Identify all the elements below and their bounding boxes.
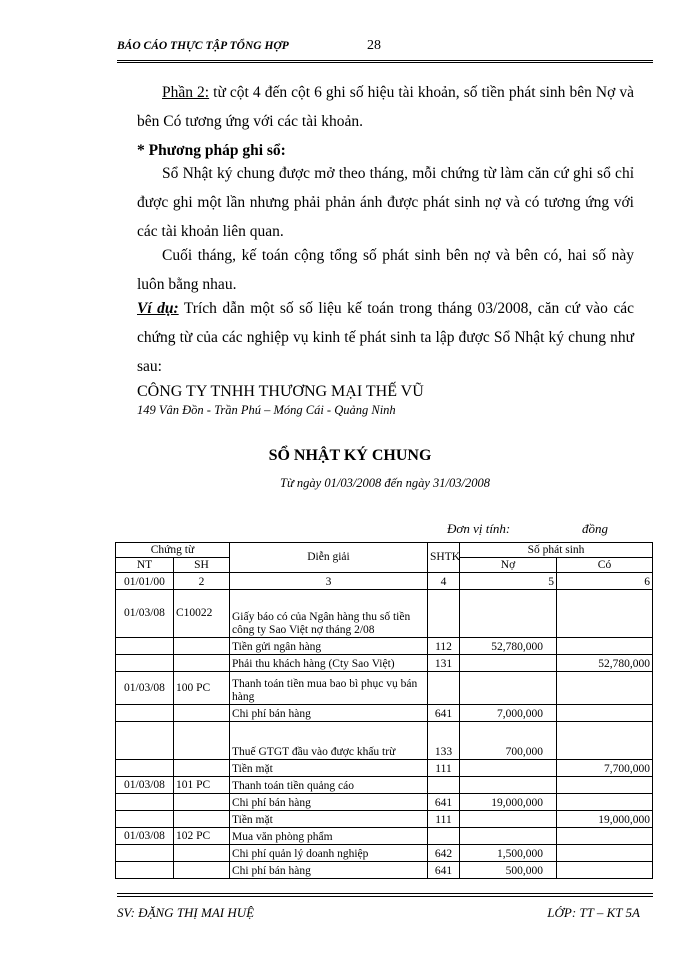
voucher-number (174, 760, 230, 777)
debit-amount: 500,000 (460, 862, 557, 879)
debit-amount (460, 828, 557, 845)
account-code (428, 672, 460, 705)
voucher-date (116, 722, 174, 760)
table-row (116, 862, 653, 879)
credit-amount (557, 672, 653, 705)
example-text: Trích dẫn một số số liệu kế toán trong tháng 03/2008, căn cứ vào các chứng từ của các nghiệp vụ kinh tế phát sinh ta lập được Sổ Nhật ký chung như sau: (137, 300, 634, 375)
account-code: 641 (428, 862, 460, 879)
table-row (116, 705, 653, 722)
table-row (116, 760, 653, 777)
paragraph-month-end: Cuối tháng, kế toán cộng tổng số phát sinh bên nợ và bên có, hai số này luôn bằng nhau. (137, 247, 634, 293)
entry-description: Thuế GTGT đầu vào được khấu trừ (230, 722, 428, 760)
table-row (116, 722, 653, 760)
entry-description: Thanh toán tiền mua bao bì phục vụ bán hàng (230, 672, 428, 705)
account-code (428, 777, 460, 794)
credit-amount: 52,780,000 (557, 655, 653, 672)
entry-description: Giấy báo có của Ngân hàng thu số tiền công ty Sao Việt nợ tháng 2/08 (230, 590, 428, 638)
account-code: 111 (428, 811, 460, 828)
voucher-number: C10022 (174, 590, 230, 638)
voucher-number (174, 811, 230, 828)
voucher-date: 01/03/08 (116, 828, 174, 845)
voucher-date (116, 638, 174, 655)
table-row (116, 794, 653, 811)
general-journal-table (115, 542, 653, 879)
voucher-date: 01/03/08 (116, 672, 174, 705)
credit-amount (557, 705, 653, 722)
col-number: 5 (460, 573, 557, 590)
voucher-number: 102 PC (174, 828, 230, 845)
page-header (117, 38, 653, 58)
entry-description: Chi phí bán hàng (230, 862, 428, 879)
credit-amount (557, 638, 653, 655)
voucher-date (116, 760, 174, 777)
example-label: Ví dụ: (137, 300, 179, 317)
credit-amount: 7,700,000 (557, 760, 653, 777)
debit-amount (460, 655, 557, 672)
debit-amount (460, 811, 557, 828)
debit-header: Nợ (460, 558, 557, 573)
paragraph-method: Sổ Nhật ký chung được mở theo tháng, mỗi chứng từ làm căn cứ ghi sổ chỉ được ghi một lần nhưng phải phản ánh được phát sinh nợ và có tương ứng với các tài khoản liên quan. (137, 165, 634, 240)
col-number: 2 (174, 573, 230, 590)
paragraph-part2 (137, 78, 634, 136)
debit-amount: 700,000 (460, 722, 557, 760)
credit-amount (557, 845, 653, 862)
unit-label: Đơn vị tính: (447, 521, 511, 536)
voucher-date (116, 811, 174, 828)
journal-title: SỔ NHẬT KÝ CHUNG (268, 447, 432, 464)
voucher-number: 100 PC (174, 672, 230, 705)
voucher-date (116, 794, 174, 811)
paragraph-example (137, 294, 634, 381)
voucher-number (174, 705, 230, 722)
account-code (428, 828, 460, 845)
account-code: 112 (428, 638, 460, 655)
voucher-number: 101 PC (174, 777, 230, 794)
debit-amount: 7,000,000 (460, 705, 557, 722)
description-header: Diễn giải (230, 543, 428, 573)
class-name: LỚP: TT – KT 5A (547, 905, 640, 920)
table-row (116, 777, 653, 794)
entry-description: Chi phí bán hàng (230, 794, 428, 811)
company-name: CÔNG TY TNHH THƯƠNG MẠI THẾ VŨ (137, 383, 424, 400)
credit-amount (557, 722, 653, 760)
header-rule (117, 60, 653, 61)
account-code: 111 (428, 760, 460, 777)
voucher-number (174, 845, 230, 862)
student-name: SV: ĐẶNG THỊ MAI HUỆ (117, 905, 255, 920)
company-address: 149 Vân Đồn - Trần Phú – Móng Cái - Quảng Ninh (137, 403, 396, 417)
entry-description: Thanh toán tiền quảng cáo (230, 777, 428, 794)
journal-period: Từ ngày 01/03/2008 đến ngày 31/03/2008 (280, 476, 490, 490)
voucher-number (174, 655, 230, 672)
entry-description: Tiền mặt (230, 760, 428, 777)
table-row (116, 828, 653, 845)
account-code: 641 (428, 705, 460, 722)
debit-amount (460, 672, 557, 705)
account-code: 642 (428, 845, 460, 862)
debit-amount (460, 760, 557, 777)
voucher-date (116, 845, 174, 862)
number-header: SH (174, 558, 230, 573)
voucher-number (174, 794, 230, 811)
page-number: 28 (367, 38, 381, 53)
footer-rule (117, 893, 653, 894)
account-code (428, 590, 460, 638)
debit-amount (460, 590, 557, 638)
date-header: NT (116, 558, 174, 573)
entry-description: Chi phí bán hàng (230, 705, 428, 722)
entry-description: Tiền gửi ngân hàng (230, 638, 428, 655)
header-rule-2 (117, 62, 653, 63)
unit-value: đồng (582, 521, 608, 536)
col-number: 01/01/00 (116, 573, 174, 590)
credit-header: Có (557, 558, 653, 573)
debit-amount: 52,780,000 (460, 638, 557, 655)
debit-amount: 19,000,000 (460, 794, 557, 811)
credit-amount (557, 862, 653, 879)
table-row (116, 655, 653, 672)
method-heading: * Phương pháp ghi sổ: (137, 142, 286, 159)
amount-header: Số phát sinh (460, 543, 653, 558)
voucher-number (174, 722, 230, 760)
entry-description: Phải thu khách hàng (Cty Sao Việt) (230, 655, 428, 672)
table-row (116, 638, 653, 655)
col-number: 3 (230, 573, 428, 590)
voucher-date (116, 862, 174, 879)
voucher-date (116, 655, 174, 672)
voucher-date: 01/03/08 (116, 590, 174, 638)
voucher-date (116, 705, 174, 722)
account-code: 641 (428, 794, 460, 811)
credit-amount (557, 590, 653, 638)
table-row (116, 590, 653, 638)
entry-description: Tiền mặt (230, 811, 428, 828)
entry-description: Mua văn phòng phẩm (230, 828, 428, 845)
table-row (116, 845, 653, 862)
voucher-header: Chứng từ (116, 543, 230, 558)
voucher-number (174, 638, 230, 655)
credit-amount (557, 777, 653, 794)
table-row (116, 672, 653, 705)
col-number: 4 (428, 573, 460, 590)
table-row (116, 811, 653, 828)
account-header: SHTK (428, 543, 460, 573)
debit-amount (460, 777, 557, 794)
footer-rule-2 (117, 896, 653, 897)
voucher-date: 01/03/08 (116, 777, 174, 794)
voucher-number (174, 862, 230, 879)
report-title: BÁO CÁO THỰC TẬP TỔNG HỢP (117, 40, 289, 52)
credit-amount (557, 828, 653, 845)
col-number: 6 (557, 573, 653, 590)
part2-label: Phần 2: (162, 84, 210, 101)
credit-amount (557, 794, 653, 811)
debit-amount: 1,500,000 (460, 845, 557, 862)
column-number-row (116, 573, 653, 590)
part2-text: từ cột 4 đến cột 6 ghi số hiệu tài khoản, số tiền phát sinh bên Nợ và bên Có tương ứng với các tài khoản. (137, 84, 634, 130)
account-code: 133 (428, 722, 460, 760)
entry-description: Chi phí quản lý doanh nghiệp (230, 845, 428, 862)
account-code: 131 (428, 655, 460, 672)
credit-amount: 19,000,000 (557, 811, 653, 828)
